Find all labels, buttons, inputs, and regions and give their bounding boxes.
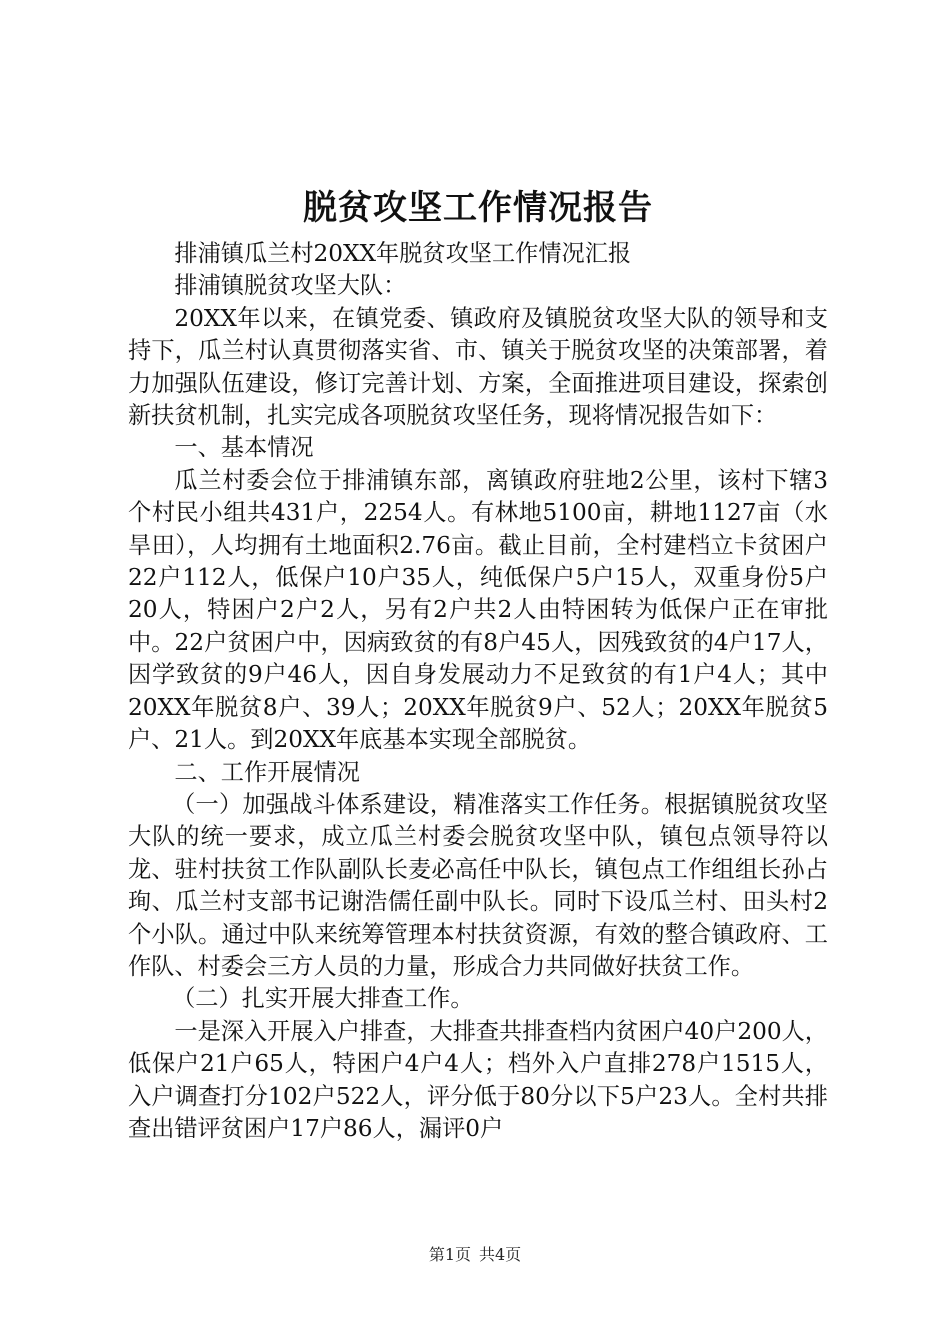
subtitle-paragraph: 排浦镇瓜兰村20XX年脱贫攻坚工作情况汇报 [174, 240, 632, 267]
work-item-1-paragraph: （一）加强战斗体系建设，精准落实工作任务。根据镇脱贫攻坚大队的统一要求，成立瓜兰村委会脱贫攻坚中队，镇包点领导符以龙、驻村扶贫工作队副队长麦必高任中队长，镇包点工作组组长孙占珣、瓜兰村支部书记谢浩儒任副中队长。同时下设瓜兰村、田头村2个小队。通过中队来统筹管理本村扶贫资源，有效的整合镇政府、工作队、村委会三方人员的力量，形成合力共同做好扶贫工作。 [128, 790, 828, 980]
addressee-paragraph: 排浦镇脱贫攻坚大队： [174, 272, 407, 300]
section-heading-basic: 一、基本情况 [174, 434, 314, 462]
page-number: 第1页 [428, 1245, 471, 1264]
work-item-2-detail-paragraph: 一是深入开展入户排查，大排查共排查档内贫困户40户200人，低保户21户65人，特困户4户4人；档外入户直排278户1515人，入户调查打分102户522人，评分低于80分以下5户23人。全村共排查出错评贫困户17户86人，漏评0户 [128, 1017, 828, 1142]
basic-info-paragraph: 瓜兰村委会位于排浦镇东部，离镇政府驻地2公里，该村下辖3个村民小组共431户，2254人。有林地5100亩，耕地1127亩（水旱田），人均拥有土地面积2.76亩。截止目前，全村建档立卡贫困户22户112人，低保户10户35人，纯低保户5户15人，双重身份5户20人，特困户2户2人，另有2户共2人由特困转为低保户正在审批中。22户贫困户中，因病致贫的有8户45人，因残致贫的4户17人，因学致贫的9户46人，因自身发展动力不足致贫的有1户4人；其中20XX年脱贫8户、39人；20XX年脱贫9户、52人；20XX年脱贫5户、21人。到20XX年底基本实现全部脱贫。 [128, 466, 828, 754]
document-title: 脱贫攻坚工作情况报告 [303, 188, 653, 228]
intro-paragraph: 20XX年以来，在镇党委、镇政府及镇脱贫攻坚大队的领导和支持下，瓜兰村认真贯彻落实省、市、镇关于脱贫攻坚的决策部署，着力加强队伍建设，修订完善计划、方案，全面推进项目建设，探索创新扶贫机制，扎实完成各项脱贫攻坚任务，现将情况报告如下： [128, 304, 828, 430]
section-heading-work: 二、工作开展情况 [174, 758, 360, 786]
document-body [128, 238, 828, 1145]
page-footer [0, 1244, 950, 1266]
page-total: 共4页 [479, 1245, 522, 1264]
work-item-2-paragraph: （二）扎实开展大排查工作。 [172, 985, 474, 1013]
